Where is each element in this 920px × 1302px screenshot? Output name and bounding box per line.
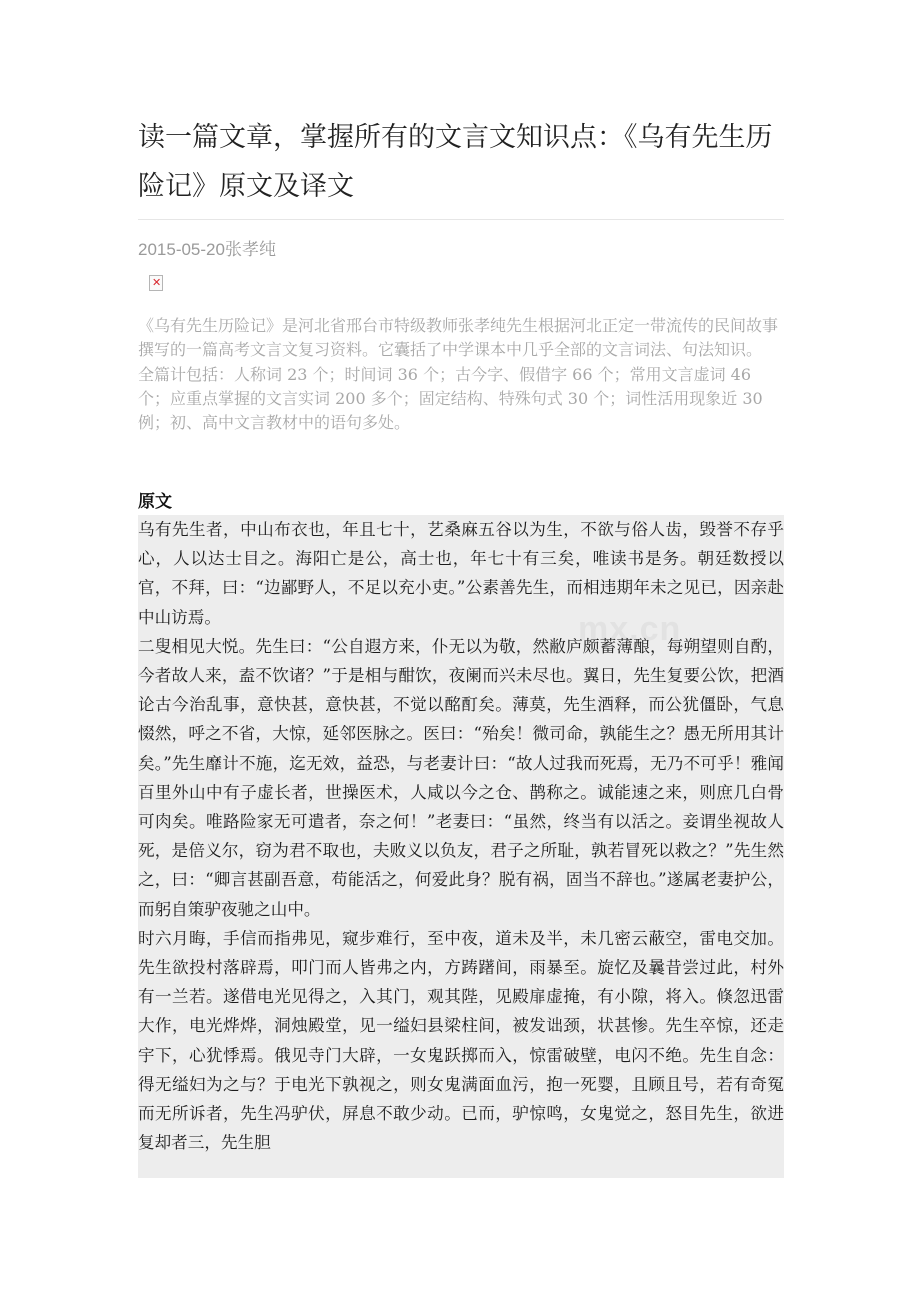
title-divider	[138, 219, 784, 220]
intro-paragraph: 《乌有先生历险记》是河北省邢台市特级教师张孝纯先生根据河北正定一带流传的民间故事撰写的一篇高考文言文复习资料。它囊括了中学课本中几乎全部的文言词法、句法知识。	[138, 316, 779, 360]
intro-paragraph: 全篇计包括：人称词 23 个；时间词 36 个；古今字、假借字 66 个；常用文言虚词 46 个；应重点掌握的文言实词 200 多个；固定结构、特殊句式 30 个；词性活用现象近 30 例；初、高中文言教材中的语句多处。	[138, 364, 763, 433]
section-heading-original: 原文	[138, 492, 172, 511]
original-text-block	[138, 515, 784, 1178]
page-title: 读一篇文章，掌握所有的文言文知识点：《乌有先生历险记》原文及译文	[138, 122, 773, 202]
original-paragraph: 二叟相见大悦。先生曰：“公自遐方来，仆无以为敬，然敝庐颇蓄薄酿，每朔望则自酌，今者故人来，盍不饮诸？”于是相与酣饮，夜阑而兴未尽也。翼日，先生复要公饮，把酒论古今治乱事，意快甚，意快甚，不觉以酩酊矣。薄莫，先生酒释，而公犹僵卧，气息惙然，呼之不省，大惊，延邻医脉之。医曰：“殆矣！微司命，孰能生之？愚无所用其计矣。”先生靡计不施，迄无效，益恐，与老妻计曰：“故人过我而死焉，无乃不可乎！雅闻百里外山中有子虚长者，世操医术，人咸以今之仓、鹊称之。诚能速之来，则庶几白骨可肉矣。唯路险家无可遣者，奈之何！”老妻曰：“虽然，终当有以活之。妾谓坐视故人死，是倍义尔，窃为君不取也，夫败义以负友，君子之所耻，孰若冒死以救之？”先生然之，曰：“卿言甚副吾意，苟能活之，何爱此身？脱有祸，固当不辞也。”遂属老妻护公，而躬自策驴夜驰之山中。	[138, 636, 784, 919]
intro-text	[138, 314, 784, 435]
original-paragraph: 乌有先生者，中山布衣也，年且七十，艺桑麻五谷以为生，不欲与俗人齿，毁誉不存乎心，人以达士目之。海阳亡是公，高士也，年七十有三矣，唯读书是务。朝廷数授以官，不拜，曰：“边鄙野人，不足以充小吏。”公素善先生，而相违期年未之见已，因亲赴中山访焉。	[138, 520, 784, 627]
article-meta	[138, 238, 276, 262]
author-name: 张孝纯	[224, 240, 276, 259]
broken-image-icon: ✕	[149, 275, 163, 291]
publish-date: 2015-05-20	[138, 240, 225, 259]
original-paragraph: 时六月晦，手信而指弗见，窥步难行，至中夜，道未及半，未几密云蔽空，雷电交加。先生欲投村落辟焉，叩门而人皆弗之内，方踌躇间，雨暴至。旋忆及曩昔尝过此，村外有一兰若。遂借电光见得之，入其门，观其陛，见殿扉虚掩，有小隙，将入。倏忽迅雷大作，电光烨烨，洞烛殿堂，见一缢妇县梁柱间，被发诎颈，状甚惨。先生卒惊，还走宇下，心犹悸焉。俄见寺门大辟，一女鬼跃掷而入，惊雷破壁，电闪不绝。先生自念：得无缢妇为之与？于电光下孰视之，则女鬼满面血污，抱一死婴，且顾且号，若有奇冤而无所诉者，先生冯驴伏，屏息不敢少动。已而，驴惊鸣，女鬼觉之，怒目先生，欲进复却者三，先生胆	[138, 928, 784, 1153]
